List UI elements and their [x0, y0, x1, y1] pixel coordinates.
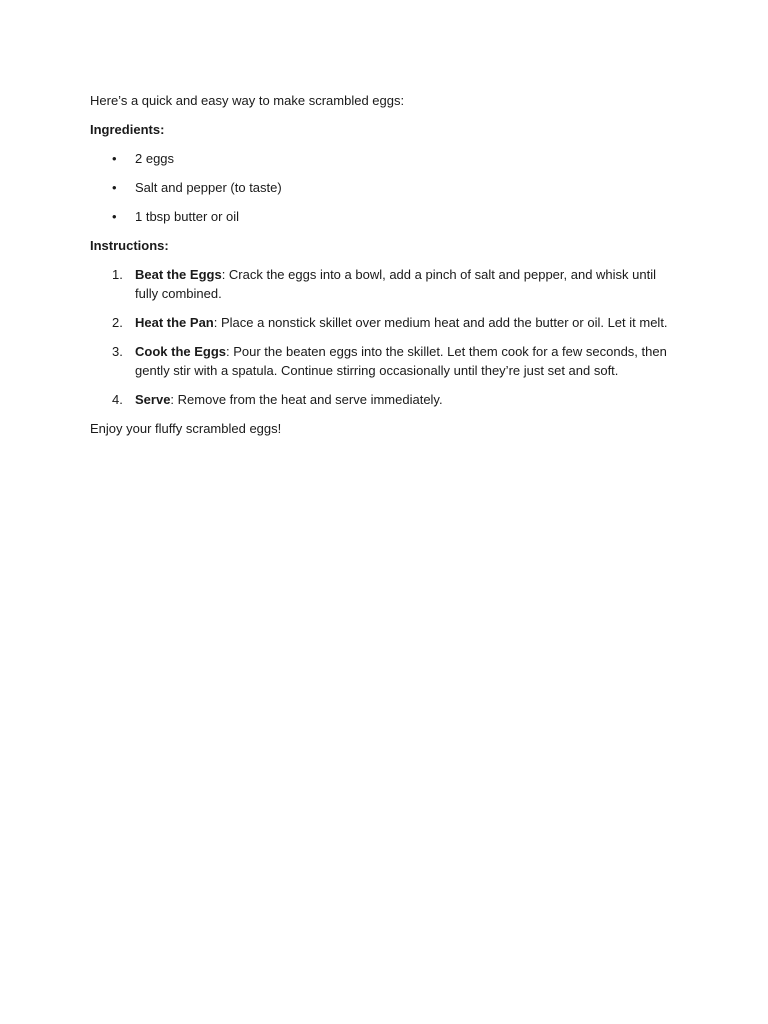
ingredients-heading: Ingredients: [90, 122, 165, 137]
step-number: 2. [112, 315, 123, 330]
bullet-icon: • [112, 180, 117, 195]
bullet-icon: • [112, 151, 117, 166]
step-title: Heat the Pan [135, 315, 214, 330]
instruction-step [90, 265, 678, 303]
bullet-icon: • [112, 209, 117, 224]
step-title: Beat the Eggs [135, 267, 222, 282]
step-text: : Pour the beaten eggs into the skillet. Let them cook for a few seconds, then gently stir with a spatula. Continue stirring occasionally until they’re just set and soft. [135, 344, 667, 378]
ingredient-item [90, 207, 678, 226]
instruction-step [90, 313, 678, 332]
step-text: : Crack the eggs into a bowl, add a pinch of salt and pepper, and whisk until fully combined. [135, 267, 657, 301]
instructions-heading: Instructions: [90, 238, 169, 253]
instruction-step [90, 342, 678, 380]
instructions-list [90, 265, 678, 409]
step-text: : Remove from the heat and serve immediately. [170, 392, 443, 407]
step-title: Serve [135, 392, 171, 407]
step-text: : Place a nonstick skillet over medium heat and add the butter or oil. Let it melt. [213, 315, 668, 330]
step-number: 1. [112, 267, 123, 282]
ingredient-text: 2 eggs [135, 151, 175, 166]
instruction-step [90, 390, 678, 409]
ingredients-list [90, 149, 678, 226]
step-title: Cook the Eggs [135, 344, 227, 359]
ingredient-text: 1 tbsp butter or oil [135, 209, 240, 224]
step-number: 3. [112, 344, 123, 359]
ingredient-item [90, 149, 678, 168]
closing-text: Enjoy your fluffy scrambled eggs! [90, 421, 282, 436]
step-number: 4. [112, 392, 123, 407]
ingredient-text: Salt and pepper (to taste) [135, 180, 282, 195]
intro-text: Here’s a quick and easy way to make scrambled eggs: [90, 93, 405, 108]
ingredient-item [90, 178, 678, 197]
